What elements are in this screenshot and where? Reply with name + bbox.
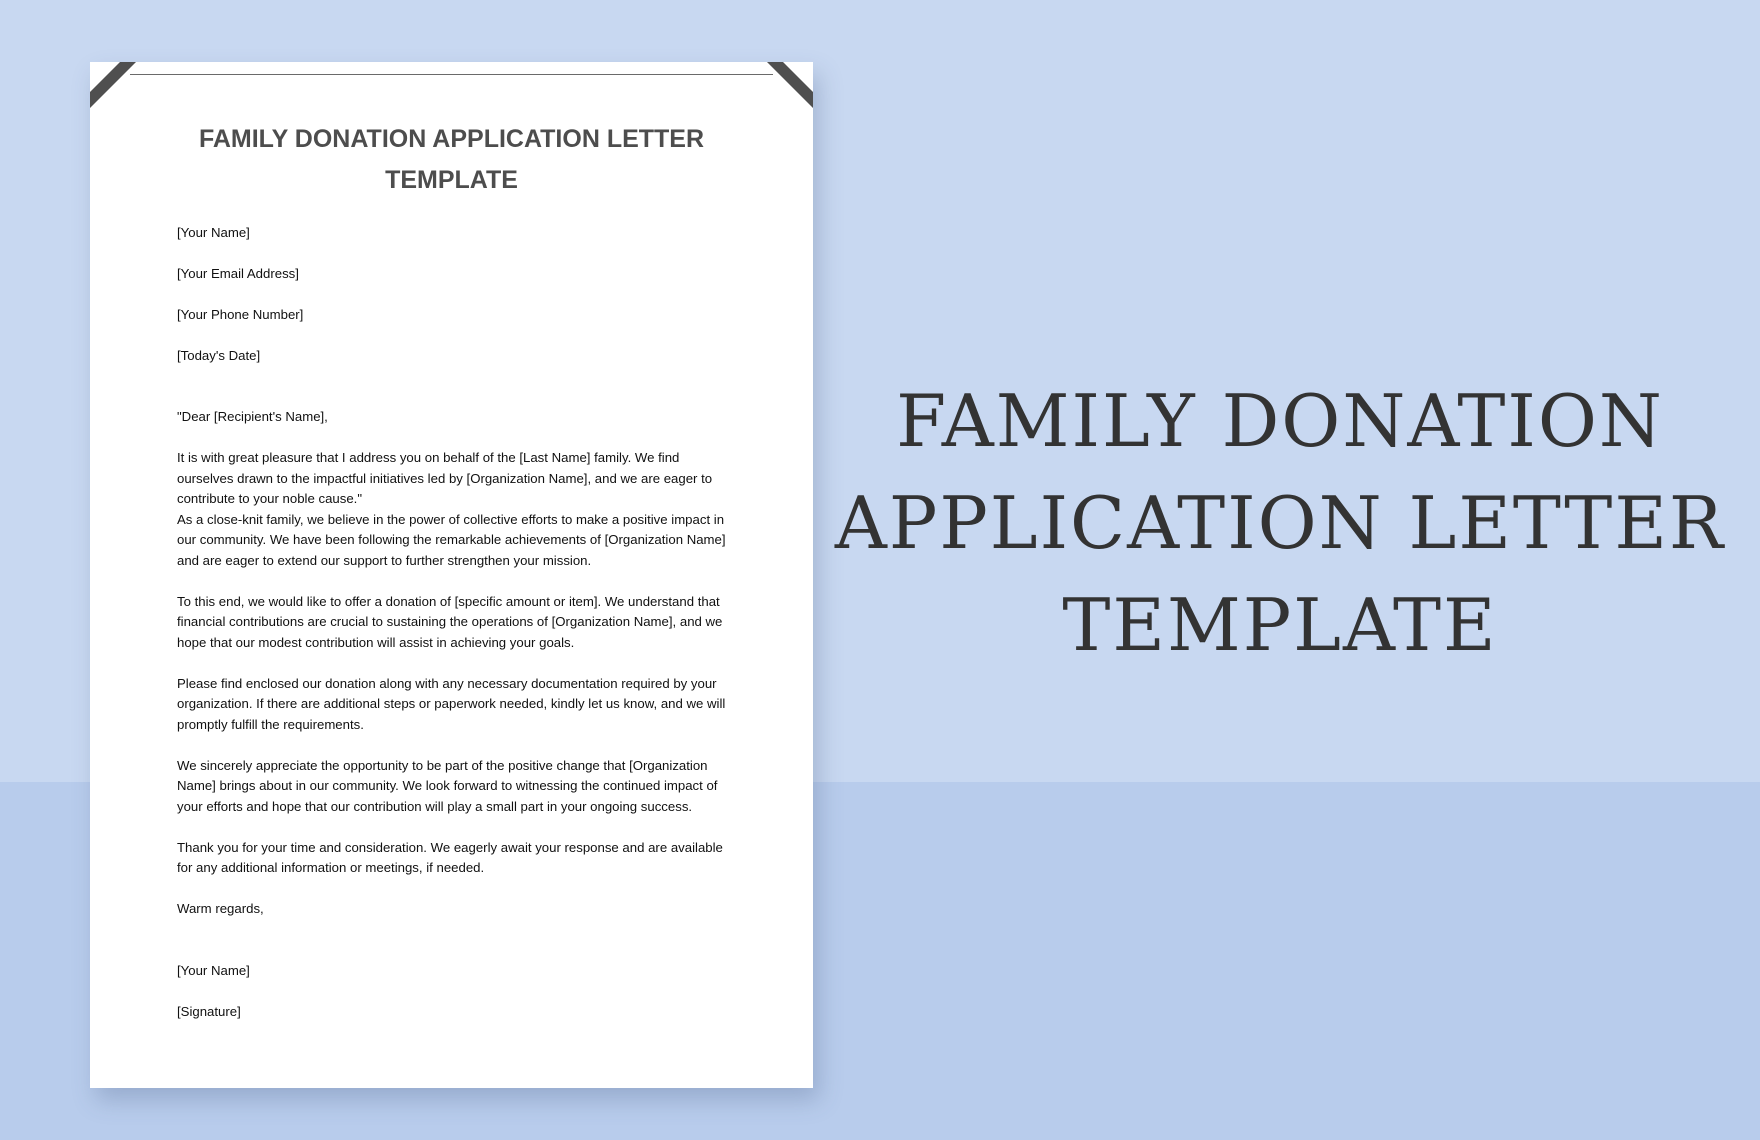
paragraph-4: Please find enclosed our donation along with any necessary documentation required by your organization. If there are additional steps or paperwork needed, kindly let us know, and we will promptly fulfill the requirements. (177, 675, 726, 732)
signature-line: [Signature] (177, 1003, 241, 1019)
letter-title-line-2: TEMPLATE (385, 166, 518, 194)
letter-title (130, 119, 773, 201)
sender-email: [Your Email Address] (177, 265, 299, 281)
paragraph-6: Thank you for your time and consideration. We eagerly await your response and are available for any additional information or meetings, if needed. (177, 839, 723, 875)
paragraph-1: It is with great pleasure that I address you on behalf of the [Last Name] family. We find ourselves drawn to the impactful initiatives led by [Organization Name], and we are eager to contribute to your noble cause." (177, 450, 713, 506)
corner-ribbon-left-icon (90, 62, 138, 110)
corner-ribbon-right-icon (765, 62, 813, 110)
letter-date: [Today's Date] (177, 347, 261, 363)
hero-title-line-1: FAMILY DONATION (896, 379, 1664, 463)
hero-title-line-3: TEMPLATE (1062, 583, 1498, 667)
paragraph-5: We sincerely appreciate the opportunity to be part of the positive change that [Organization Name] brings about in our community. We look forward to witnessing the continued impact of your efforts and hope that our contribution will play a small part in your ongoing success. (177, 757, 718, 814)
letter-paper (90, 62, 813, 1088)
paper-top-rule (130, 74, 773, 75)
hero-title-line-2: APPLICATION LETTER (834, 481, 1726, 565)
salutation: "Dear [Recipient's Name], (177, 409, 328, 424)
hero-title (830, 370, 1730, 676)
signature-block (177, 940, 737, 1043)
sender-name: [Your Name] (177, 224, 250, 240)
letter-title-line-1: FAMILY DONATION APPLICATION LETTER (198, 125, 705, 153)
paragraph-3: To this end, we would like to offer a donation of [specific amount or item]. We understand that financial contributions are crucial to sustaining the operations of [Organization Name], and we hope that our modest contribution will assist in achieving your goals. (177, 593, 723, 650)
signature-name: [Your Name] (177, 962, 250, 978)
closing: Warm regards, (177, 901, 264, 916)
letter-body (177, 202, 737, 1063)
paragraph-2: As a close-knit family, we believe in the power of collective efforts to make a positive impact in our community. We have been following the remarkable achievements of [Organization Name] and are eager to extend our support to further strengthen your mission. (177, 511, 726, 568)
sender-block (177, 202, 737, 387)
sender-phone: [Your Phone Number] (177, 306, 304, 322)
